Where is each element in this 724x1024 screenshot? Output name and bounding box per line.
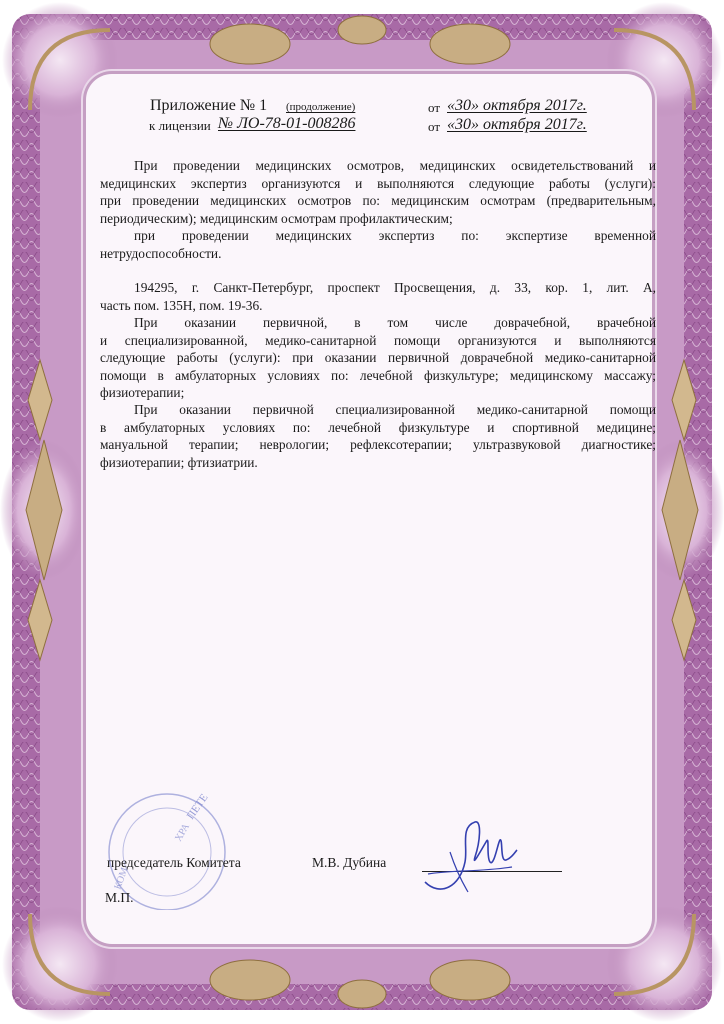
license-prefix: к лицензии: [149, 118, 211, 133]
paragraph-specialized-care: [100, 401, 656, 471]
text-line: следующие работы (услуги): при оказании первичной доврачебной медико-санитарной: [100, 350, 656, 365]
signatory-position: председатель Комитета: [107, 855, 241, 870]
paragraph-expertise: [100, 227, 656, 262]
paragraph-address: [100, 279, 656, 314]
signatory-name: М.В. Дубина: [312, 855, 387, 870]
text-line: помощи в амбулаторных условиях по: лечебной физкультуре; медицинскому массажу;: [100, 367, 656, 383]
text-line: При проведении медицинских осмотров, медицинских освидетельствований и: [134, 158, 656, 173]
handwritten-signature: [420, 812, 520, 902]
text-line: 194295, г. Санкт-Петербург, проспект Просвещения, д. 33, кор. 1, лит. А,: [134, 280, 656, 295]
date-line-2: «30» октября 2017г.: [447, 116, 587, 133]
text-line: при проведении медицинских экспертиз по: экспертизе временной: [134, 228, 656, 243]
text-line: при проведении медицинских осмотров по: медицинским осмотрам (предварительным,: [100, 193, 656, 208]
date-line-1: «30» октября 2017г.: [447, 97, 587, 114]
text-line: в амбулаторных условиях по: лечебной физкультуре и спортивной медицине;: [100, 419, 656, 435]
stamp-place-label: М.П.: [105, 890, 134, 905]
paragraph-medical-examinations: [100, 157, 656, 227]
stamp-text: ХРА: [173, 821, 192, 844]
text-line: При оказании первичной специализированной медико-санитарной помощи: [134, 402, 656, 417]
text-line: медицинских экспертиз организуются и выполняются следующие работы (услуги):: [100, 175, 656, 191]
text-line: физиотерапии; фтизиатрии.: [100, 454, 258, 470]
text-line: мануальной терапии; неврологии; рефлексотерапии; ультразвуковой диагностике;: [100, 437, 656, 452]
text-line: При оказании первичной, в том числе доврачебной, врачебной: [134, 315, 656, 330]
text-line: и специализированной, медико-санитарной помощи организуются и выполняются: [100, 332, 656, 348]
stamp-text: КОМ: [112, 866, 131, 892]
stamp-text: ПЕТЕ: [184, 791, 211, 822]
text-line: часть пом. 135Н, пом. 19-36.: [100, 297, 263, 313]
text-line: физиотерапии;: [100, 385, 185, 400]
paragraph-primary-care: [100, 314, 656, 402]
appendix-note: (продолжение): [286, 101, 356, 113]
text-line: нетрудоспособности.: [100, 245, 222, 261]
text-line: периодическим); медицинским осмотрам профилактическим;: [100, 210, 453, 226]
license-number: № ЛО-78-01-008286: [218, 115, 356, 132]
appendix-title: Приложение № 1: [150, 97, 268, 114]
date-prefix-1: от: [428, 100, 441, 115]
date-prefix-2: от: [428, 119, 441, 134]
